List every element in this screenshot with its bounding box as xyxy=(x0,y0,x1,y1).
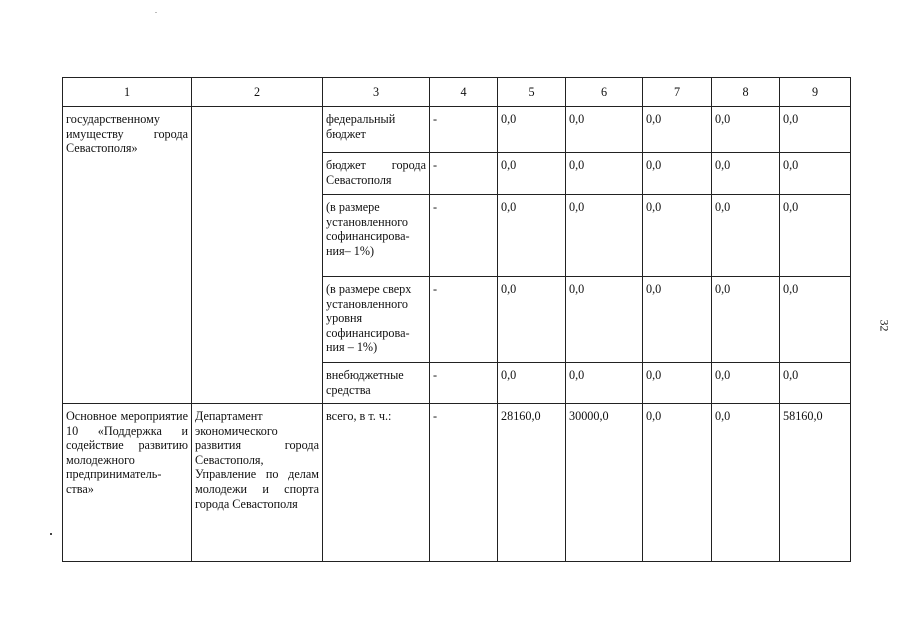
executor-cell: Департамент экономического развития города Севастополя, Управление по делам молодежи и спорта города Севастополя xyxy=(192,404,323,562)
value-cell: 0,0 xyxy=(566,107,643,153)
page-number: 32 xyxy=(877,319,892,332)
value-cell: 58160,0 xyxy=(780,404,851,562)
value-cell: - xyxy=(430,107,498,153)
header-cell: 8 xyxy=(712,78,780,107)
value-cell: 0,0 xyxy=(712,404,780,562)
value-cell: - xyxy=(430,404,498,562)
value-cell: 0,0 xyxy=(712,153,780,195)
value-cell: 0,0 xyxy=(780,195,851,277)
table-row xyxy=(63,404,851,562)
value-cell: 0,0 xyxy=(566,277,643,363)
header-cell: 3 xyxy=(323,78,430,107)
value-cell: 0,0 xyxy=(712,277,780,363)
header-row xyxy=(63,78,851,107)
value-cell: 0,0 xyxy=(780,277,851,363)
value-cell: 0,0 xyxy=(643,195,712,277)
value-cell: - xyxy=(430,153,498,195)
value-cell: 0,0 xyxy=(712,107,780,153)
value-cell: 0,0 xyxy=(643,107,712,153)
header-cell: 9 xyxy=(780,78,851,107)
header-cell: 7 xyxy=(643,78,712,107)
funding-source-cell: внебюджетные средства xyxy=(323,363,430,404)
table-row xyxy=(63,107,851,153)
value-cell: 0,0 xyxy=(498,277,566,363)
value-cell: 0,0 xyxy=(498,107,566,153)
value-cell: 0,0 xyxy=(643,363,712,404)
value-cell: 0,0 xyxy=(498,363,566,404)
scan-speck xyxy=(50,533,52,535)
header-cell: 4 xyxy=(430,78,498,107)
program-name-cell: Основное мероприятие 10 «Поддержка и содействие развитию молодежного предприниматель-ства» xyxy=(63,404,192,562)
header-cell: 2 xyxy=(192,78,323,107)
value-cell: - xyxy=(430,363,498,404)
value-cell: 0,0 xyxy=(566,195,643,277)
value-cell: 0,0 xyxy=(566,153,643,195)
value-cell: 0,0 xyxy=(566,363,643,404)
budget-table xyxy=(62,77,851,562)
executor-cell xyxy=(192,107,323,404)
program-name-cell: государственному имуществу города Севастополя» xyxy=(63,107,192,404)
value-cell: 0,0 xyxy=(643,277,712,363)
value-cell: 0,0 xyxy=(498,195,566,277)
value-cell: 0,0 xyxy=(643,404,712,562)
value-cell: 28160,0 xyxy=(498,404,566,562)
value-cell: - xyxy=(430,277,498,363)
scan-speck xyxy=(155,12,157,13)
funding-source-cell: федеральный бюджет xyxy=(323,107,430,153)
header-cell: 6 xyxy=(566,78,643,107)
funding-source-cell: бюджет города Севастополя xyxy=(323,153,430,195)
value-cell: 0,0 xyxy=(643,153,712,195)
value-cell: - xyxy=(430,195,498,277)
value-cell: 30000,0 xyxy=(566,404,643,562)
value-cell: 0,0 xyxy=(780,153,851,195)
header-cell: 5 xyxy=(498,78,566,107)
value-cell: 0,0 xyxy=(712,195,780,277)
funding-source-cell: (в размере установленного софинансирова-ния– 1%) xyxy=(323,195,430,277)
value-cell: 0,0 xyxy=(780,107,851,153)
value-cell: 0,0 xyxy=(712,363,780,404)
value-cell: 0,0 xyxy=(498,153,566,195)
funding-source-cell: всего, в т. ч.: xyxy=(323,404,430,562)
funding-source-cell: (в размере сверх установленного уровня софинансирова-ния – 1%) xyxy=(323,277,430,363)
header-cell: 1 xyxy=(63,78,192,107)
value-cell: 0,0 xyxy=(780,363,851,404)
